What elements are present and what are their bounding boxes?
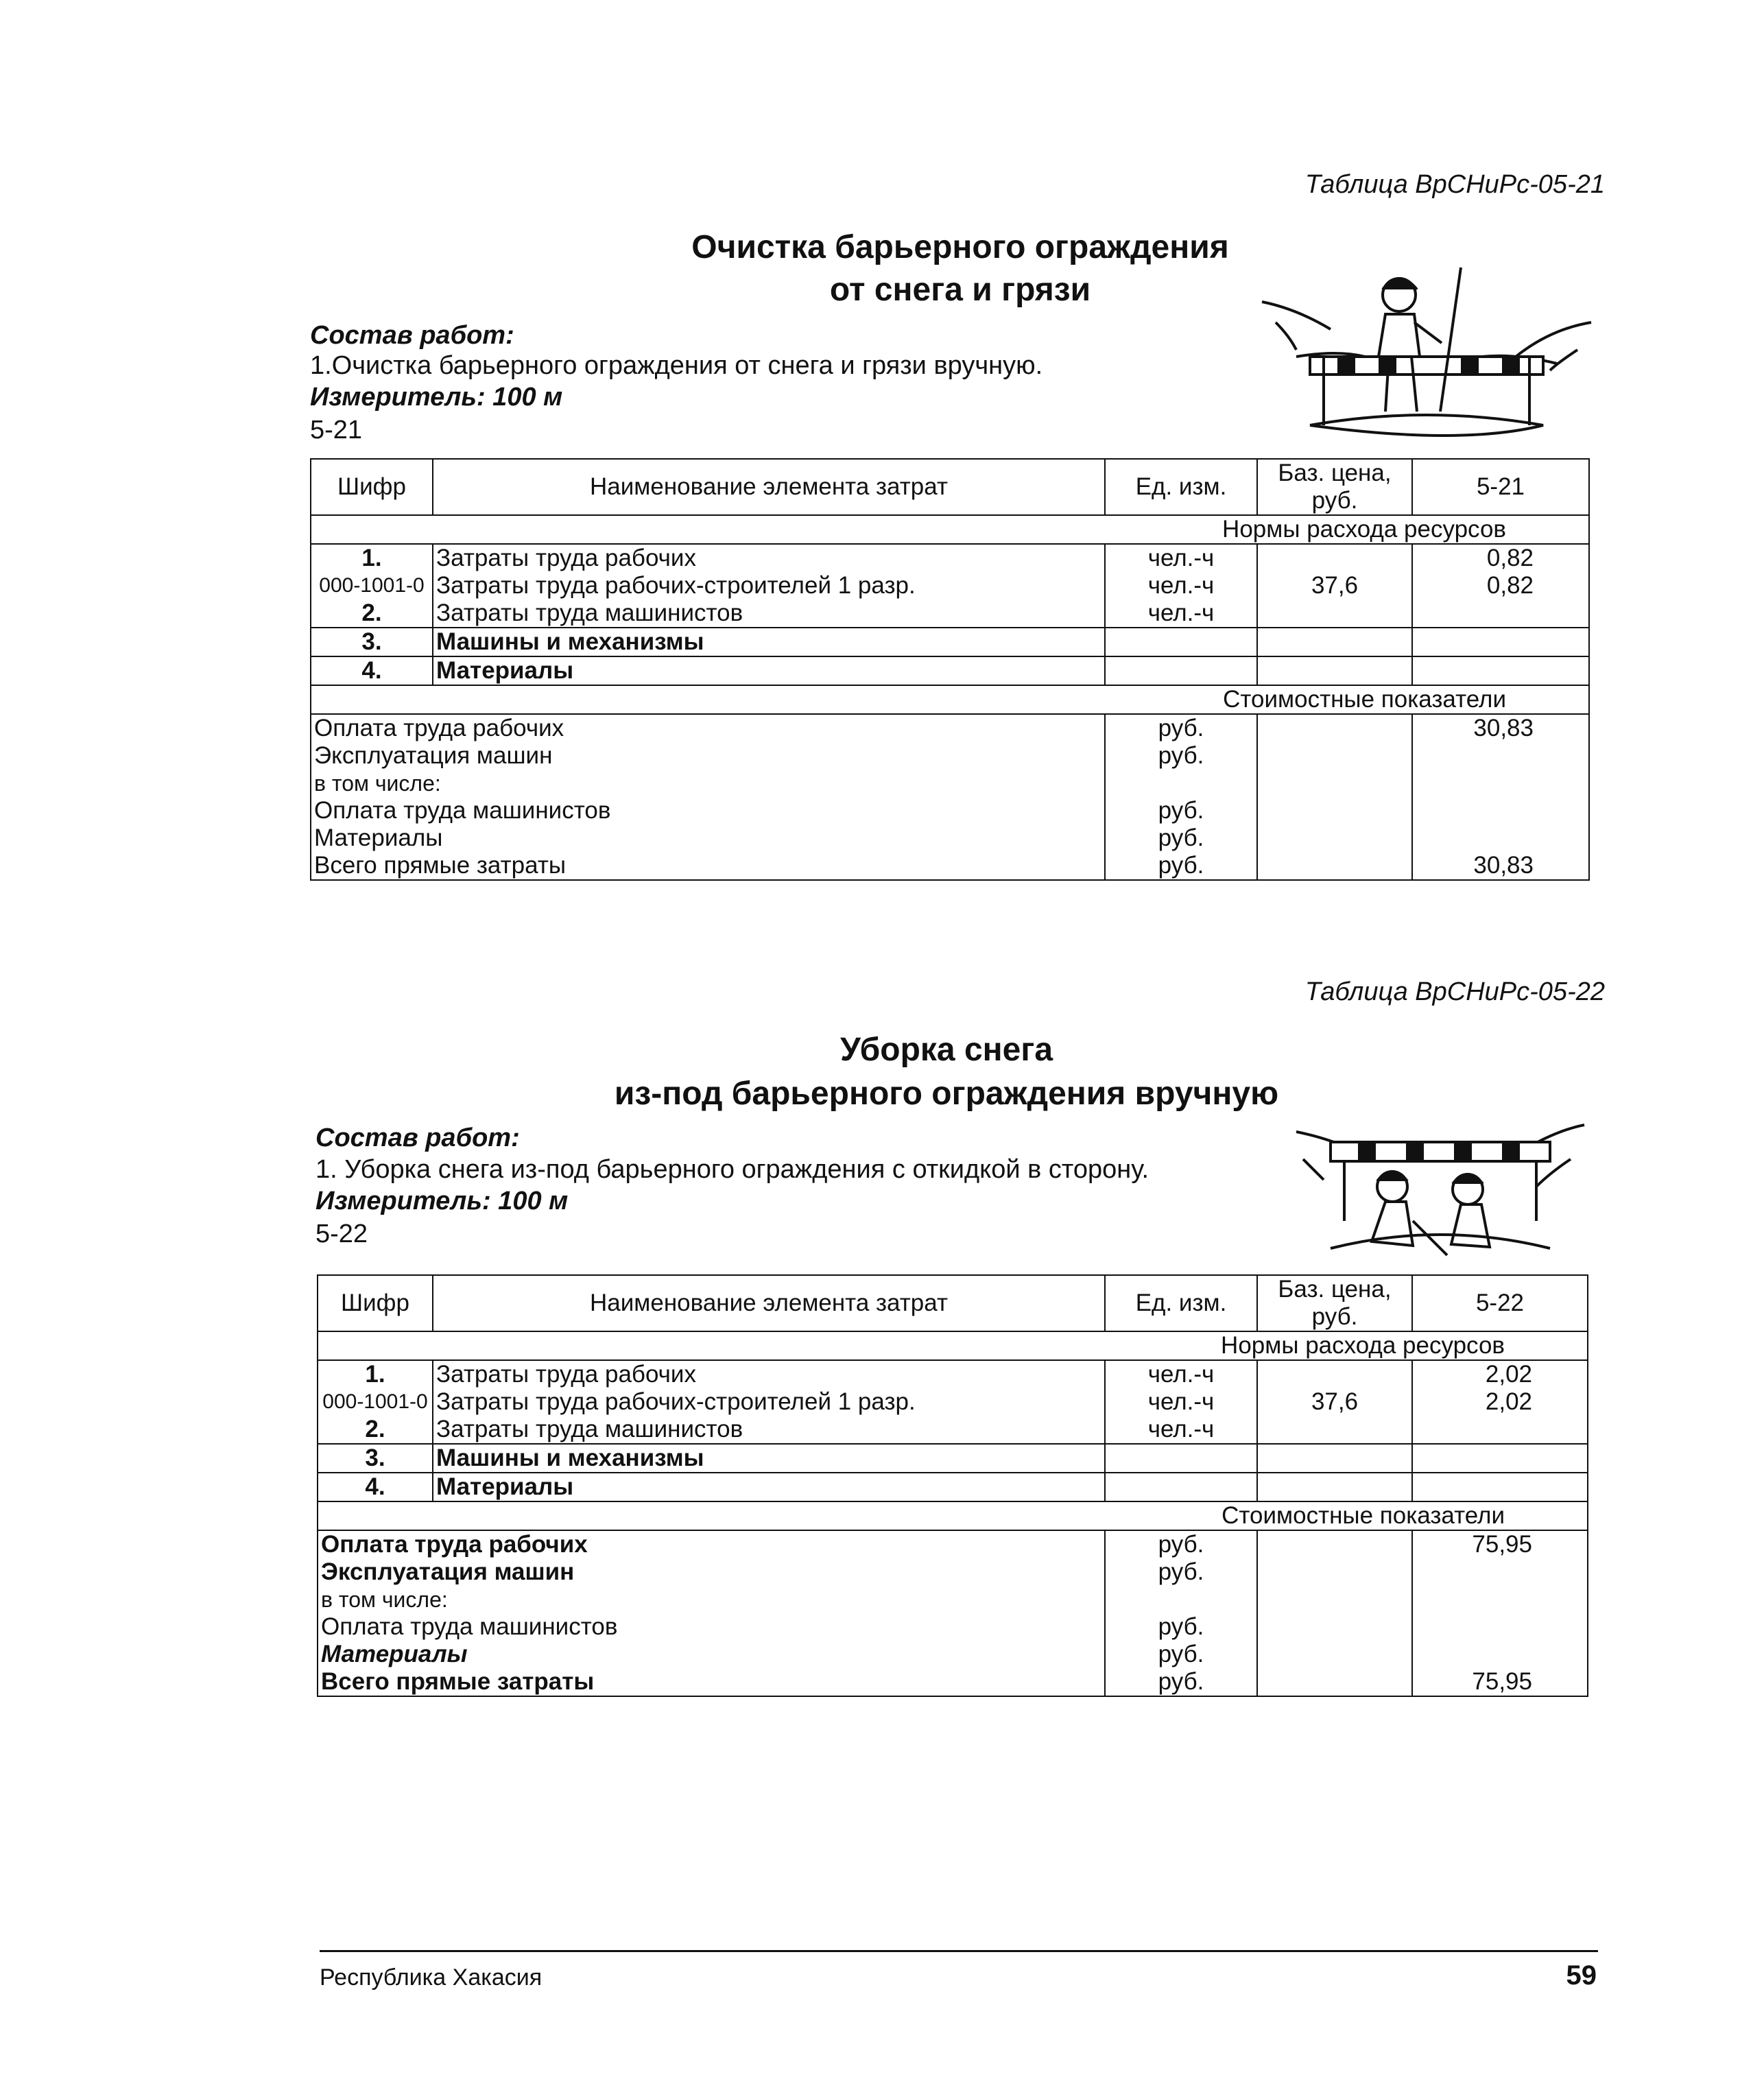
header-price [1257, 1275, 1412, 1331]
cost-unit: руб. [1105, 1641, 1257, 1668]
section-title-line2: из-под барьерного ограждения вручную [614, 1076, 1279, 1112]
norms-section-row [318, 1331, 1588, 1360]
cost-unit: руб. [1105, 714, 1257, 742]
item-unit: чел.-ч [1105, 1388, 1257, 1416]
cost-value [1412, 1586, 1588, 1613]
item-value: 2,02 [1412, 1388, 1588, 1416]
cost-row [318, 1613, 1588, 1641]
item-unit: чел.-ч [1105, 544, 1257, 572]
cost-value: 75,95 [1412, 1668, 1588, 1696]
item-code: 1. [318, 1360, 433, 1388]
cost-name: в том числе: [311, 770, 1105, 797]
norm-code: 5-22 [315, 1220, 368, 1248]
cost-value [1412, 797, 1589, 824]
item-name: Материалы [433, 656, 1105, 685]
item-unit: чел.-ч [1105, 599, 1257, 628]
cost-name: Оплата труда машинистов [311, 797, 1105, 824]
workers-shoveling-snow-illustration [1289, 1118, 1591, 1269]
resource-norms-table [317, 1274, 1588, 1697]
header-code: Шифр [311, 459, 433, 515]
cost-unit: руб. [1105, 824, 1257, 852]
header-price-line1: Баз. цена, [1278, 460, 1392, 486]
header-price-line1: Баз. цена, [1278, 1276, 1392, 1303]
item-value [1412, 599, 1589, 628]
cost-unit [1105, 1586, 1257, 1613]
item-price [1257, 1360, 1412, 1388]
table-row [318, 1473, 1588, 1501]
item-code: 3. [318, 1444, 433, 1473]
cost-value [1412, 742, 1589, 770]
table-header-row [318, 1275, 1588, 1331]
cost-value [1412, 770, 1589, 797]
cost-value [1412, 1558, 1588, 1586]
work-composition-label: Состав работ: [315, 1124, 520, 1152]
item-value: 0,82 [1412, 544, 1589, 572]
cost-section-row [311, 685, 1589, 714]
item-unit: чел.-ч [1105, 1360, 1257, 1388]
table-row [311, 572, 1589, 599]
meter-label: Измеритель: 100 м [315, 1187, 569, 1215]
item-price [1257, 1416, 1412, 1444]
cost-name: Эксплуатация машин [311, 742, 1105, 770]
header-price [1257, 459, 1412, 515]
table-number: Таблица ВрСНиРс-05-22 [1304, 977, 1605, 1006]
cost-unit: руб. [1105, 1530, 1257, 1558]
item-name: Затраты труда машинистов [433, 599, 1105, 628]
item-code: 000-1001-0 [318, 1388, 433, 1416]
header-price-line2: руб. [1311, 487, 1358, 514]
cost-name: в том числе: [318, 1586, 1105, 1613]
header-name: Наименование элемента затрат [433, 1275, 1105, 1331]
item-code: 2. [318, 1416, 433, 1444]
item-code: 4. [318, 1473, 433, 1501]
cost-row [311, 852, 1589, 880]
item-code: 4. [311, 656, 433, 685]
item-value: 0,82 [1412, 572, 1589, 599]
item-code: 1. [311, 544, 433, 572]
table-row [311, 628, 1589, 656]
work-composition-text: 1.Очистка барьерного ограждения от снега и грязи вручную. [310, 351, 1043, 380]
cost-row [311, 742, 1589, 770]
cost-row [311, 714, 1589, 742]
cost-section-label: Стоимостные показатели [318, 1501, 1588, 1530]
norms-section-label: Нормы расхода ресурсов [318, 1331, 1588, 1360]
table-row [318, 1444, 1588, 1473]
cost-name: Всего прямые затраты [311, 852, 1105, 880]
cost-section-label: Стоимостные показатели [311, 685, 1589, 714]
cost-value: 30,83 [1412, 852, 1589, 880]
cost-name: Всего прямые затраты [318, 1668, 1105, 1696]
cost-row [318, 1558, 1588, 1586]
item-price: 37,6 [1257, 572, 1412, 599]
table-header-row [311, 459, 1589, 515]
table-number: Таблица ВрСНиРс-05-21 [1304, 170, 1605, 199]
cost-value [1412, 824, 1589, 852]
work-composition-text: 1. Уборка снега из-под барьерного ограждения с откидкой в сторону. [315, 1155, 1149, 1184]
item-value [1412, 1416, 1588, 1444]
section-title-line1: Уборка снега [839, 1032, 1053, 1068]
cost-row [318, 1641, 1588, 1668]
item-name: Машины и механизмы [433, 1444, 1105, 1473]
item-name: Материалы [433, 1473, 1105, 1501]
cost-value: 30,83 [1412, 714, 1589, 742]
item-name: Затраты труда рабочих-строителей 1 разр. [433, 1388, 1105, 1416]
cost-value [1412, 1641, 1588, 1668]
item-unit: чел.-ч [1105, 1416, 1257, 1444]
table-row [311, 544, 1589, 572]
header-price-line2: руб. [1311, 1303, 1358, 1330]
cost-row [318, 1668, 1588, 1696]
cost-name: Эксплуатация машин [318, 1558, 1105, 1586]
item-price: 37,6 [1257, 1388, 1412, 1416]
table-row [318, 1416, 1588, 1444]
worker-clearing-fence-illustration [1255, 254, 1598, 460]
cost-row [311, 797, 1589, 824]
cost-name: Материалы [318, 1641, 1105, 1668]
cost-name: Оплата труда рабочих [318, 1530, 1105, 1558]
norm-code: 5-21 [310, 416, 363, 444]
cost-unit: руб. [1105, 742, 1257, 770]
item-name: Затраты труда рабочих [433, 544, 1105, 572]
header-norm-column: 5-21 [1412, 459, 1589, 515]
work-composition-label: Состав работ: [310, 321, 514, 350]
header-unit: Ед. изм. [1105, 1275, 1257, 1331]
item-unit: чел.-ч [1105, 572, 1257, 599]
cost-row [311, 770, 1589, 797]
header-unit: Ед. изм. [1105, 459, 1257, 515]
cost-value: 75,95 [1412, 1530, 1588, 1558]
section-title-line1: Очистка барьерного ограждения [691, 229, 1229, 265]
cost-unit [1105, 770, 1257, 797]
item-name: Машины и механизмы [433, 628, 1105, 656]
footer-divider [320, 1950, 1598, 1952]
cost-unit: руб. [1105, 1613, 1257, 1641]
cost-row [311, 824, 1589, 852]
item-price [1257, 544, 1412, 572]
header-name: Наименование элемента затрат [433, 459, 1105, 515]
cost-row [318, 1530, 1588, 1558]
table-row [311, 599, 1589, 628]
item-name: Затраты труда рабочих-строителей 1 разр. [433, 572, 1105, 599]
norms-section-row [311, 515, 1589, 544]
cost-name: Оплата труда машинистов [318, 1613, 1105, 1641]
header-code: Шифр [318, 1275, 433, 1331]
item-code: 000-1001-0 [311, 572, 433, 599]
item-price [1257, 599, 1412, 628]
cost-section-row [318, 1501, 1588, 1530]
section-title-line2: от снега и грязи [829, 272, 1091, 308]
cost-unit: руб. [1105, 852, 1257, 880]
cost-row [318, 1586, 1588, 1613]
header-norm-column: 5-22 [1412, 1275, 1588, 1331]
item-value: 2,02 [1412, 1360, 1588, 1388]
table-row [318, 1388, 1588, 1416]
cost-unit: руб. [1105, 797, 1257, 824]
cost-value [1412, 1613, 1588, 1641]
footer-region: Республика Хакасия [320, 1964, 543, 1991]
cost-name: Материалы [311, 824, 1105, 852]
item-name: Затраты труда рабочих [433, 1360, 1105, 1388]
item-name: Затраты труда машинистов [433, 1416, 1105, 1444]
resource-norms-table [310, 458, 1590, 881]
norms-section-label: Нормы расхода ресурсов [311, 515, 1589, 544]
item-code: 3. [311, 628, 433, 656]
page-number: 59 [1566, 1960, 1597, 1991]
table-row [318, 1360, 1588, 1388]
table-row [311, 656, 1589, 685]
meter-label: Измеритель: 100 м [310, 383, 563, 412]
cost-unit: руб. [1105, 1558, 1257, 1586]
cost-unit: руб. [1105, 1668, 1257, 1696]
item-code: 2. [311, 599, 433, 628]
cost-name: Оплата труда рабочих [311, 714, 1105, 742]
